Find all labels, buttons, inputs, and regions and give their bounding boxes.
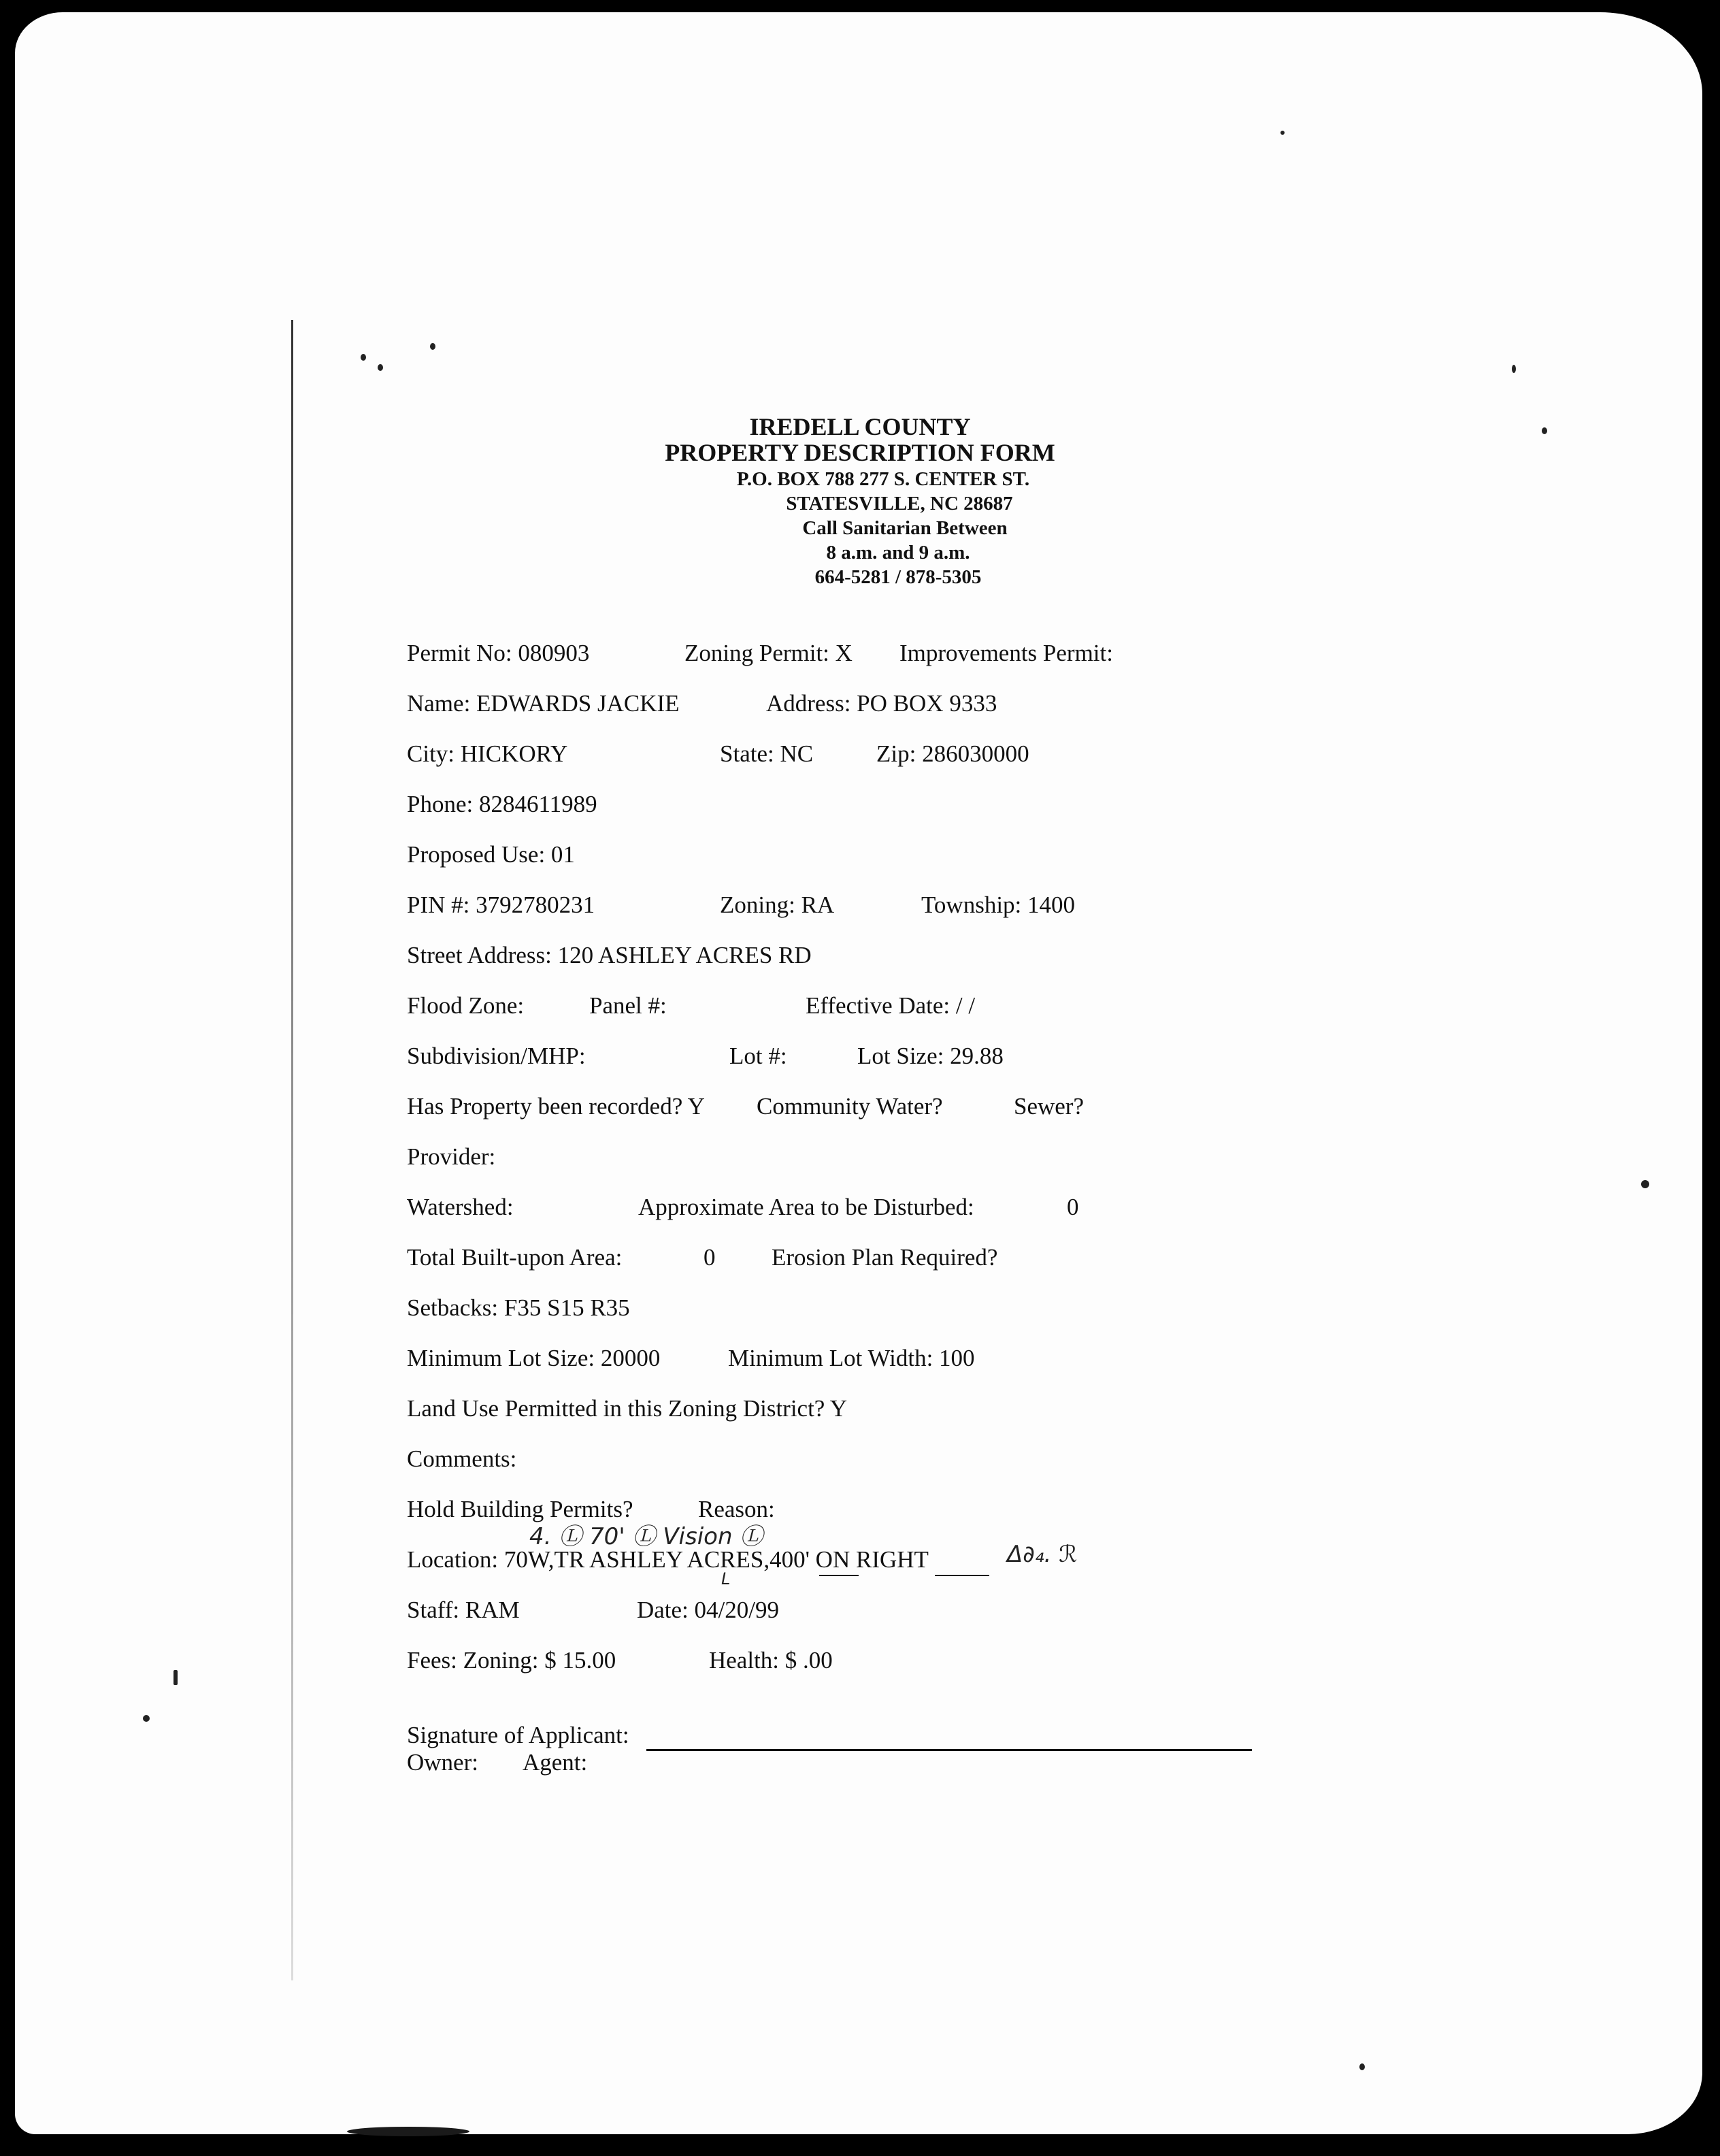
applicant-city: City: HICKORY	[407, 740, 568, 767]
location-underline	[819, 1575, 859, 1576]
location-underline	[935, 1575, 989, 1576]
applicant-name: Name: EDWARDS JACKIE	[407, 690, 680, 717]
handwritten-margin-note: Δ∂₄. ℛ	[1007, 1541, 1078, 1568]
minimum-lot-size: Minimum Lot Size: 20000	[407, 1345, 661, 1371]
document-page	[15, 12, 1702, 2134]
built-upon-area-label: Total Built-upon Area:	[407, 1244, 623, 1271]
speck	[1512, 365, 1516, 373]
call-hours: 8 a.m. and 9 a.m.	[826, 542, 970, 564]
zoning-permit: Zoning Permit: X	[684, 640, 853, 666]
effective-date: Effective Date: / /	[806, 992, 976, 1019]
health-fee: Health: $ .00	[709, 1647, 833, 1673]
speck	[173, 1670, 178, 1685]
erosion-plan: Erosion Plan Required?	[772, 1244, 998, 1271]
owner-label: Owner:	[407, 1749, 478, 1776]
lot-number: Lot #:	[729, 1043, 787, 1069]
speck	[1359, 2063, 1365, 2070]
watershed: Watershed:	[407, 1194, 514, 1220]
setbacks: Setbacks: F35 S15 R35	[407, 1294, 630, 1321]
speck	[361, 354, 366, 361]
county-title: IREDELL COUNTY	[749, 413, 971, 440]
permit-number: Permit No: 080903	[407, 640, 590, 666]
speck	[378, 364, 383, 371]
subdivision: Subdivision/MHP:	[407, 1043, 586, 1069]
city-state-zip: STATESVILLE, NC 28687	[786, 493, 1013, 514]
handwritten-small-note: L	[721, 1569, 731, 1588]
applicant-address: Address: PO BOX 9333	[766, 690, 997, 717]
applicant-phone: Phone: 8284611989	[407, 791, 597, 817]
speck	[430, 343, 435, 350]
agent-label: Agent:	[523, 1749, 588, 1776]
property-recorded: Has Property been recorded? Y	[407, 1093, 705, 1120]
panel-number: Panel #:	[589, 992, 667, 1019]
proposed-use: Proposed Use: 01	[407, 841, 575, 868]
comments: Comments:	[407, 1446, 517, 1472]
sewer: Sewer?	[1014, 1093, 1085, 1120]
phone-numbers: 664-5281 / 878-5305	[814, 566, 982, 588]
bottom-smudge	[347, 2127, 469, 2136]
mailing-address: P.O. BOX 788 277 S. CENTER ST.	[736, 468, 1030, 490]
approximate-area-value: 0	[1067, 1194, 1079, 1220]
speck	[143, 1715, 150, 1722]
improvements-permit: Improvements Permit:	[899, 640, 1113, 666]
approximate-area-label: Approximate Area to be Disturbed:	[638, 1194, 974, 1220]
hold-building-permits: Hold Building Permits?	[407, 1496, 633, 1522]
flood-zone: Flood Zone:	[407, 992, 525, 1019]
community-water: Community Water?	[757, 1093, 943, 1120]
zoning: Zoning: RA	[720, 892, 835, 918]
applicant-zip: Zip: 286030000	[876, 740, 1029, 767]
pin-number: PIN #: 3792780231	[407, 892, 595, 918]
zoning-fee: Fees: Zoning: $ 15.00	[407, 1647, 616, 1673]
lot-size: Lot Size: 29.88	[857, 1043, 1004, 1069]
hold-reason: Reason:	[698, 1496, 775, 1522]
staff: Staff: RAM	[407, 1597, 520, 1623]
speck	[1280, 131, 1285, 135]
signature-line	[646, 1749, 1252, 1751]
signature-label: Signature of Applicant:	[407, 1722, 629, 1748]
built-upon-area-value: 0	[704, 1244, 716, 1271]
date: Date: 04/20/99	[637, 1597, 779, 1623]
street-address: Street Address: 120 ASHLEY ACRES RD	[407, 942, 812, 968]
provider: Provider:	[407, 1143, 496, 1170]
applicant-state: State: NC	[720, 740, 814, 767]
minimum-lot-width: Minimum Lot Width: 100	[728, 1345, 975, 1371]
speck	[1641, 1180, 1649, 1188]
call-instruction: Call Sanitarian Between	[802, 517, 1008, 539]
township: Township: 1400	[921, 892, 1076, 918]
location: Location: 70W,TR ASHLEY ACRES,400' ON RIGHT	[407, 1546, 929, 1573]
handwritten-location-note: 4. Ⓛ 70' Ⓛ Vision Ⓛ	[529, 1523, 763, 1550]
land-use-permitted: Land Use Permitted in this Zoning District? Y	[407, 1395, 848, 1422]
form-title: PROPERTY DESCRIPTION FORM	[665, 439, 1055, 466]
